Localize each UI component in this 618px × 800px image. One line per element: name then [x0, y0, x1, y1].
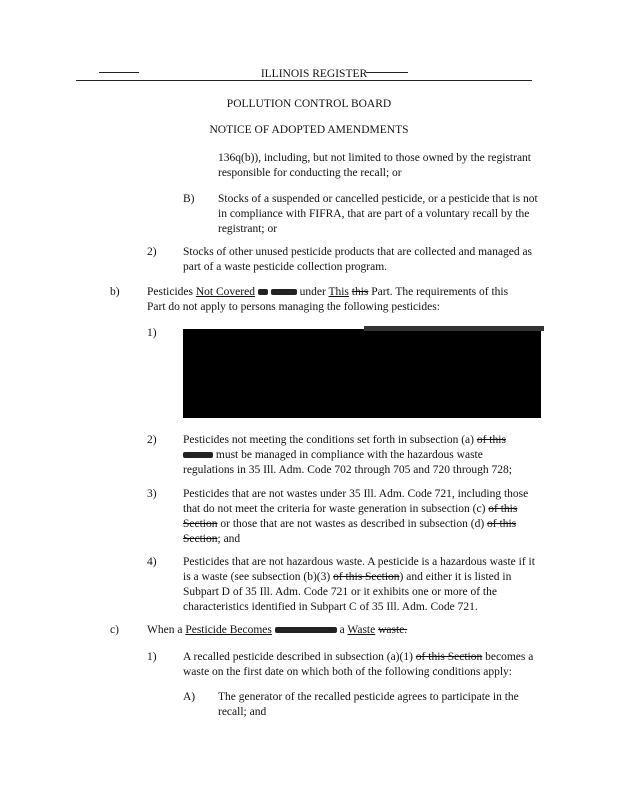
item-c1-line-2: waste on the first date on which both of the following conditions apply: — [183, 666, 512, 678]
item-c1-text — [183, 650, 558, 680]
item-b-text — [218, 192, 548, 237]
section-b-not-covered: Not Covered — [195, 286, 255, 298]
item-2-line-2: part of a waste pesticide collection program. — [183, 261, 388, 273]
item-b3-line-3 — [183, 517, 553, 532]
item-b3-line-2-a: that do not meet the criteria for waste generation in subsection (c) — [183, 503, 489, 515]
item-b4-label: 4) — [147, 556, 157, 568]
section-b-line-2: Part do not apply to persons managing the following pesticides: — [147, 301, 440, 313]
item-b3-line-3-b: or those that are not wastes as described in subsection (d) — [217, 518, 488, 530]
section-b-text — [147, 285, 547, 315]
item-c1-label: 1) — [147, 651, 157, 663]
item-b3-line-4-b: ; and — [217, 533, 241, 545]
item-b2-line-1 — [183, 433, 553, 448]
section-b-this-new: This — [328, 286, 349, 298]
item-b4-line-3: Subpart D of 35 Ill. Adm. Code 721 or it exhibits one or more of the — [183, 586, 497, 598]
item-b-line-3: registrant; or — [218, 223, 278, 235]
item-b3-struck-section-2: Section — [183, 533, 218, 545]
section-c-t1: When a — [147, 624, 186, 636]
item-b3-line-4 — [183, 532, 553, 547]
item-b2-line-2-b: must be managed in compliance with the hazardous waste — [213, 449, 483, 461]
item-b3-line-1: Pesticides that are not wastes under 35 Ill. Adm. Code 721, including those — [183, 488, 529, 500]
continuation-paragraph — [218, 151, 548, 181]
continuation-line-1: 136q(b)), including, but not limited to those owned by the registrant — [218, 152, 532, 164]
item-c1-line-1-a: A recalled pesticide described in subsection (a)(1) — [183, 651, 416, 663]
item-2-label: 2) — [147, 246, 157, 258]
section-b-label: b) — [110, 286, 120, 298]
item-b4-struck-of-this-section: of this Section — [333, 571, 400, 583]
section-c-pesticide-becomes: Pesticide Becomes — [185, 624, 272, 636]
item-b4-line-4: characteristics identified in Subpart C of 35 Ill. Adm. Code 721. — [183, 601, 478, 613]
item-b2-line-2 — [183, 448, 553, 463]
item-b3-label: 3) — [147, 488, 157, 500]
section-b-t3: under — [296, 286, 329, 298]
struck-text-smudge — [271, 289, 297, 295]
board-title: POLLUTION CONTROL BOARD — [226, 98, 392, 110]
item-ca-text — [218, 690, 548, 720]
item-2-text — [183, 245, 553, 275]
struck-text-smudge — [258, 289, 268, 295]
item-b2-line-3: regulations in 35 Ill. Adm. Code 702 through 705 and 720 through 728; — [183, 464, 513, 476]
item-b2-label: 2) — [147, 434, 157, 446]
item-b4-line-2-c: ) and either it is listed in — [399, 571, 512, 583]
item-b2-text — [183, 433, 553, 478]
item-b3-struck-of-this-2: of this — [487, 518, 517, 530]
redacted-fragment — [364, 326, 544, 331]
item-c1-struck-of-this-section: of this Section — [415, 651, 483, 663]
item-c1-line-1 — [183, 650, 558, 665]
notice-title: NOTICE OF ADOPTED AMENDMENTS — [209, 124, 409, 136]
redacted-block — [183, 329, 541, 418]
continuation-line-2: responsible for conducting the recall; or — [218, 167, 402, 179]
struck-text-smudge — [275, 627, 337, 633]
item-b3-line-2 — [183, 502, 553, 517]
item-b3-struck-of-this-1: of this — [488, 503, 518, 515]
register-title: ILLINOIS REGISTER — [260, 68, 368, 80]
item-b-label: B) — [183, 193, 195, 205]
item-b4-line-2 — [183, 570, 558, 585]
item-b1-label: 1) — [147, 327, 157, 339]
section-c-waste-new: Waste — [347, 624, 376, 636]
section-c-label: c) — [110, 624, 119, 636]
struck-text-smudge — [183, 452, 213, 458]
item-b4-text — [183, 555, 558, 615]
item-2-line-1: Stocks of other unused pesticide products that are collected and managed as — [183, 246, 533, 258]
item-b-line-1: Stocks of a suspended or cancelled pesticide, or a pesticide that is not — [218, 193, 538, 205]
item-b4-line-1: Pesticides that are not hazardous waste. A pesticide is a hazardous waste if it — [183, 556, 535, 568]
item-ca-line-1: The generator of the recalled pesticide agrees to participate in the — [218, 691, 519, 703]
section-b-t1: Pesticides — [147, 286, 196, 298]
item-b-line-2: in compliance with FIFRA, that are part of a voluntary recall by the — [218, 208, 530, 220]
section-b-t6: Part. The requirements of this — [368, 286, 509, 298]
item-b3-struck-section-1: Section — [183, 518, 218, 530]
section-c-text — [147, 623, 547, 638]
section-c-t4: a — [339, 624, 348, 636]
item-c1-line-1-c: becomes a — [482, 651, 534, 663]
item-b2-struck-of-this: of this — [476, 434, 506, 446]
item-b2-line-1-a: Pesticides not meeting the conditions set forth in subsection (a) — [183, 434, 477, 446]
section-b-this-old: this — [351, 286, 369, 298]
item-b4-line-2-a: is a waste (see subsection (b)(3) — [183, 571, 334, 583]
item-ca-label: A) — [183, 691, 196, 703]
section-c-waste-old: waste. — [378, 624, 408, 636]
item-b3-text — [183, 487, 553, 547]
item-ca-line-2: recall; and — [218, 706, 267, 718]
section-b-line-1 — [147, 285, 547, 300]
